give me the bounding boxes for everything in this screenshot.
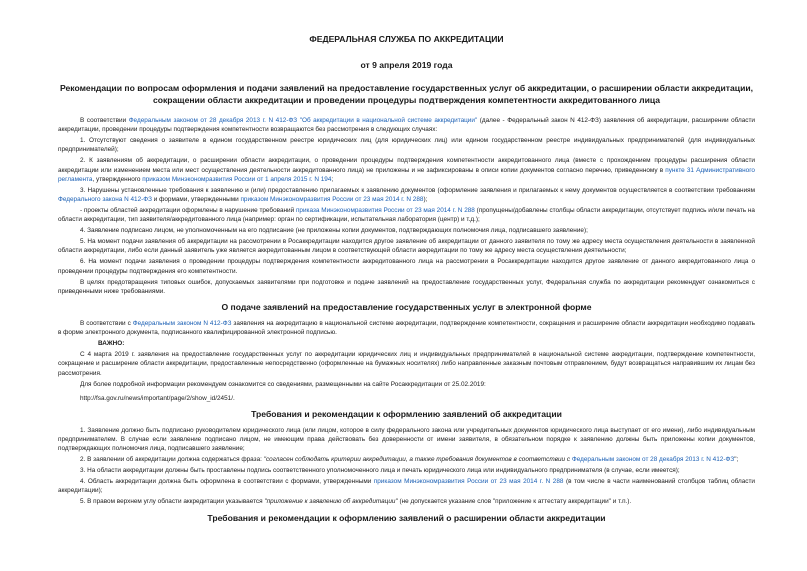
intro-item-6: 6. На момент подачи заявления о проведении процедуры подтверждения компетентности аккредитованного лица на рассмотрении в Росаккредитации находится другое заявление от данного аккредитованного лица о проведении процедуры подтверждения его компетентности. — [58, 258, 755, 275]
intro-item-2: 2. К заявлениям об аккредитации, о расширении области аккредитации, о проведении процедуры подтверждения компетентности аккредитованного лица (вместе с прохождением процедуры расширения области аккредитации или изменением места или мест осуществления деятельности аккредитованного лица) не приложены и не зафиксированы в описи копии документов согласно перечню, приведенному в пункте 31 Административного регламента, утвержденного приказом Минэкономразвития России от 1 апреля 2015 г. N 194; — [58, 157, 755, 183]
intro-item-3-sub: - проекты областей аккредитации оформлены в нарушение требований приказа Минэкономразвития России от 23 мая 2014 г. N 288 (пропущены/добавлены столбцы области аккредитации, отсутствует подпись и/или печать на области аккредитации, тип заявителя/аккредитованного лица (например: орган по сертификации, испытательная лаборатория (центр) и т.д.); — [58, 207, 755, 224]
section-electronic-heading: О подаче заявлений на предоставление государственных услуг в электронной форме — [221, 302, 592, 313]
info-paragraph: Для более подробной информации рекомендуем ознакомится со сведениями, размещенными на сайте Росаккредитации от 25.02.2019: — [80, 380, 486, 388]
law-412-link[interactable]: Федеральным законом от 28 декабря 2013 г. N 412-ФЗ "Об аккредитации в национальной системе аккредитации" — [128, 117, 478, 124]
section-requirements-heading: Требования и рекомендации к оформлению заявлений об аккредитации — [251, 408, 562, 419]
electronic-paragraph: В соответствии с Федеральным законом N 412-ФЗ заявления на аккредитацию в национальной системе аккредитации, подтверждение компетентности, сокращения и расширение области аккредитации необходимо подавать в форме электронного документа, подписанного квалифицированной электронной подписью. — [58, 320, 756, 337]
title-line-1: Рекомендации по вопросам оформления и подачи заявлений на предоставление государственных услуг об аккредитации, о расширении области аккредитации, — [59, 83, 754, 93]
intro-item-1: 1. Отсутствуют сведения о заявителе в едином государственном реестре юридических лиц (для юридических лиц) или едином государственном реестре индивидуальных предпринимателей (для индивидуальных предпринимателей); — [58, 137, 755, 154]
important-paragraph: С 4 марта 2019 г. заявления на предоставление государственных услуг по аккредитации юридических лиц и индивидуальных предпринимателей в национальной системе аккредитации, подтверждение компетентности, сокращение и расширение области аккредитации, предоставленные непосредственно (оформленные на бумажных носителях) либо направленные заказным почтовым отправлением, будут возвращаться направившим их лицам без рассмотрения. — [58, 351, 755, 377]
req-item-2: 2. В заявлении об аккредитации должна содержаться фраза: "согласен соблюдать критерии аккредитации, а также требования документов в соответствии с Федеральным законом от 28 декабря 2013 г. N 412-ФЗ"; — [80, 456, 739, 464]
order-288-link[interactable]: приказом Минэкономразвития России от 23 мая 2014 г. N 288 — [240, 196, 424, 204]
law-412-link-3[interactable]: Федеральным законом от 28 декабря 2013 г. N 412-ФЗ — [571, 456, 735, 464]
regulation-p31-link[interactable]: пункте 31 Административного регламента — [58, 166, 755, 183]
intro-recommendation: В целях предотвращения типовых ошибок, допускаемых заявителями при подготовке и подаче заявлений на предоставление государственных услуг, Федеральная служба по аккредитации рекомендует ознакомиться с приведенными ниже требованиями. — [58, 278, 755, 295]
document-date: от 9 апреля 2019 года — [360, 60, 453, 70]
important-label: ВАЖНО: — [98, 340, 125, 348]
intro-item-3: 3. Нарушены установленные требования к заявлению и (или) предоставлению прилагаемых к заявлению документов (оформление заявления и прилагаемых к нему документов осуществляется в соответствии требованиям Федерального закона N 412-ФЗ и формами, утвержденными приказом Минэкономразвития России от 23 мая 2014 г. N 288); — [58, 186, 755, 204]
title-line-2: сокращении области аккредитации и проведении процедуры подтверждения компетентности аккредитованного лица — [152, 95, 661, 105]
intro-item-4: 4. Заявление подписано лицом, не уполномоченным на его подписание (не приложены копии документов, подтверждающих полномочия лица, подписавшего заявление); — [80, 227, 588, 235]
intro-item-5: 5. На момент подачи заявления об аккредитации на рассмотрении в Росаккредитации находится другое заявление об аккредитации от данного заявителя по тому же адресу места осуществления деятельности в заявленной области аккредитации, либо если данный заявитель уже является аккредитованным лицом в соответствующей области аккредитации по тому же адресу места осуществления деятельности; — [58, 238, 755, 255]
agency-heading: ФЕДЕРАЛЬНАЯ СЛУЖБА ПО АККРЕДИТАЦИИ — [309, 34, 504, 44]
section-expansion-heading: Требования и рекомендации к оформлению заявлений о расширении области аккредитации — [207, 512, 606, 523]
order-288-link-2[interactable]: приказа Минэкономразвития России от 23 мая 2014 г. N 288 — [295, 207, 475, 215]
req-item-5: 5. В правом верхнем углу области аккредитации указывается "приложение к заявлению об аккредитации" (не допускается указание слов "приложение к аттестату аккредитации" и т.п.). — [80, 498, 632, 506]
req-item-1: 1. Заявление должно быть подписано руководителем юридического лица (или лицом, которое в силу федерального закона или учредительных документов юридического лица выступает от его имени), либо индивидуальным предпринимателем. В случае если заявление подписано лицом, не имеющим права действовать без доверенности от имени заявителя, в обязательном порядке к заявлению должны быть приложены копии документов, подтверждающих полномочия лица, подписавшего заявление; — [58, 426, 755, 453]
info-url: http://fsa.gov.ru/news/important/page/2/show_id/2451/. — [80, 394, 235, 402]
intro-paragraph: В соответствии Федеральным законом от 28 декабря 2013 г. N 412-ФЗ "Об аккредитации в национальной системе аккредитации" (далее - Федеральный закон N 412-ФЗ) заявления об аккредитации, расширении области аккредитации, проведении процедуры подтверждения компетентности возвращаются без рассмотрения в следующих случаях: — [58, 117, 756, 134]
law-412-short-link[interactable]: Федерального закона N 412-ФЗ — [58, 196, 152, 204]
order-194-link[interactable]: приказом Минэкономразвития России от 1 апреля 2015 г. N 194 — [142, 175, 332, 183]
law-412-link-2[interactable]: Федеральным законом N 412-ФЗ — [132, 320, 232, 328]
order-288-link-3[interactable]: приказом Минэкономразвития России от 23 мая 2014 г. N 288 — [373, 478, 564, 486]
req-item-4: 4. Область аккредитации должна быть оформлена в соответствии с формами, утвержденными приказом Минэкономразвития России от 23 мая 2014 г. N 288 (в том числе в части наименований столбцов таблиц области аккредитации); — [58, 478, 755, 495]
document-title — [58, 82, 755, 106]
req-item-3: 3. На области аккредитации должны быть проставлены подпись соответственного уполномоченного лица и печать юридического лица или индивидуального предпринимателя (в случае, если имеется); — [80, 467, 680, 475]
